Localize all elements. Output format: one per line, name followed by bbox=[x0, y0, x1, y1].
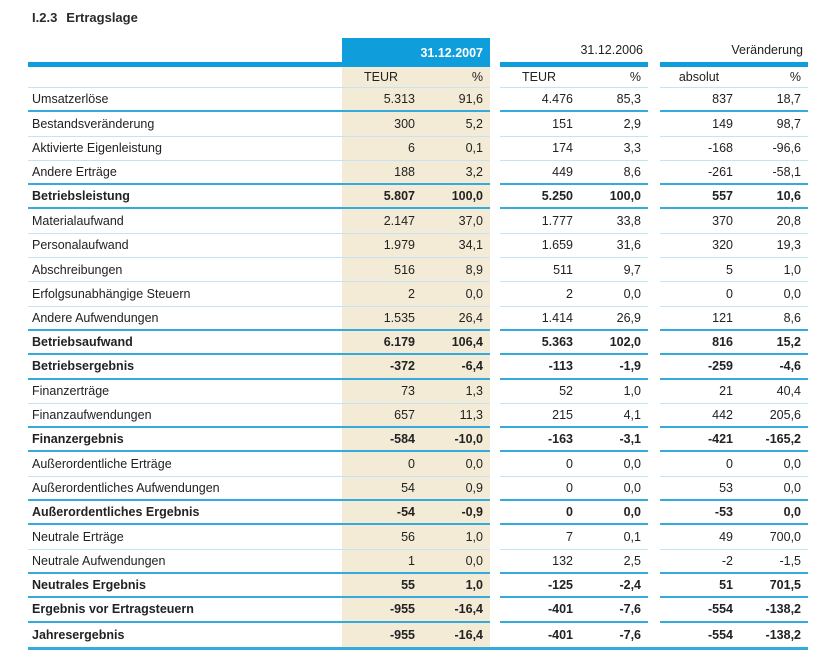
cell-change-pct: 98,7 bbox=[738, 112, 808, 136]
row-label: Personalaufwand bbox=[28, 234, 342, 258]
row-label: Andere Erträge bbox=[28, 161, 342, 185]
cell-2007-teur: -54 bbox=[342, 501, 420, 525]
cell-2006-teur: -125 bbox=[500, 574, 578, 598]
column-gap bbox=[648, 112, 660, 136]
table-subheader bbox=[28, 67, 808, 88]
cell-2007-teur: 1.535 bbox=[342, 307, 420, 331]
cell-2007-pct: 0,0 bbox=[420, 452, 490, 476]
cell-change-pct: 40,4 bbox=[738, 380, 808, 404]
cell-change-absolut: 49 bbox=[660, 525, 738, 549]
row-label: Betriebsergebnis bbox=[28, 355, 342, 379]
cell-2006-teur: 1.414 bbox=[500, 307, 578, 331]
cell-change-pct: 1,0 bbox=[738, 258, 808, 282]
cell-2007-teur: 54 bbox=[342, 477, 420, 501]
row-label: Finanzergebnis bbox=[28, 428, 342, 452]
table-row bbox=[28, 258, 808, 282]
cell-2007-pct: -16,4 bbox=[420, 623, 490, 647]
column-gap bbox=[490, 67, 500, 88]
column-gap bbox=[648, 258, 660, 282]
table-row bbox=[28, 282, 808, 306]
cell-2006-teur: 7 bbox=[500, 525, 578, 549]
header-group-veraenderung: Veränderung bbox=[660, 38, 808, 67]
column-gap bbox=[490, 574, 500, 598]
column-gap bbox=[490, 550, 500, 574]
column-gap bbox=[490, 525, 500, 549]
table-row bbox=[28, 234, 808, 258]
cell-2006-teur: 511 bbox=[500, 258, 578, 282]
cell-2007-teur: 73 bbox=[342, 380, 420, 404]
column-gap bbox=[648, 428, 660, 452]
cell-2007-teur: 56 bbox=[342, 525, 420, 549]
cell-2007-pct: 0,9 bbox=[420, 477, 490, 501]
column-gap bbox=[490, 404, 500, 428]
row-label: Andere Aufwendungen bbox=[28, 307, 342, 331]
table-body bbox=[28, 88, 808, 647]
subheader-change-pct: % bbox=[738, 67, 808, 88]
column-gap bbox=[648, 185, 660, 209]
cell-2007-pct: 3,2 bbox=[420, 161, 490, 185]
cell-2006-pct: 33,8 bbox=[578, 209, 648, 233]
cell-2007-teur: -584 bbox=[342, 428, 420, 452]
column-gap bbox=[648, 355, 660, 379]
cell-2007-teur: 6 bbox=[342, 137, 420, 161]
cell-2007-teur: 300 bbox=[342, 112, 420, 136]
cell-2006-pct: 0,0 bbox=[578, 452, 648, 476]
cell-change-absolut: 837 bbox=[660, 88, 738, 112]
cell-2006-teur: 151 bbox=[500, 112, 578, 136]
row-label: Materialaufwand bbox=[28, 209, 342, 233]
cell-2007-pct: -16,4 bbox=[420, 598, 490, 622]
column-gap bbox=[648, 452, 660, 476]
cell-change-pct: -58,1 bbox=[738, 161, 808, 185]
cell-2007-teur: 0 bbox=[342, 452, 420, 476]
cell-change-pct: -138,2 bbox=[765, 627, 801, 642]
table-row bbox=[28, 137, 808, 161]
cell-2006-teur: 2 bbox=[500, 282, 578, 306]
cell-change-absolut: 51 bbox=[660, 574, 738, 598]
cell-2006-pct: 2,5 bbox=[578, 550, 648, 574]
cell-change-pct: -4,6 bbox=[738, 355, 808, 379]
column-gap bbox=[490, 112, 500, 136]
cell-change-pct: 0,0 bbox=[738, 282, 808, 306]
cell-2007-teur: 5.807 bbox=[342, 185, 420, 209]
cell-2007-pct: 0,0 bbox=[420, 282, 490, 306]
cell-change-absolut: 5 bbox=[660, 258, 738, 282]
cell-change-pct: 0,0 bbox=[738, 501, 808, 525]
cell-2006-pct: 0,0 bbox=[578, 477, 648, 501]
cell-2007-pct: 8,9 bbox=[420, 258, 490, 282]
cell-2007-teur: -955 bbox=[342, 623, 420, 647]
cell-2007-pct: 5,2 bbox=[420, 112, 490, 136]
cell-2006-teur: -113 bbox=[500, 355, 578, 379]
cell-2007-pct: 1,3 bbox=[420, 380, 490, 404]
column-gap bbox=[490, 477, 500, 501]
column-gap bbox=[490, 598, 500, 622]
cell-2006-teur: 4.476 bbox=[500, 88, 578, 112]
cell-change-absolut: 0 bbox=[660, 282, 738, 306]
row-label: Neutrale Erträge bbox=[28, 525, 342, 549]
column-gap bbox=[490, 355, 500, 379]
cell-2006-teur: 449 bbox=[500, 161, 578, 185]
subheader-2006-teur: TEUR bbox=[500, 67, 578, 88]
cell-2006-teur: -401 bbox=[500, 598, 578, 622]
cell-2006-teur: -401 bbox=[547, 627, 573, 642]
cell-change-absolut: 816 bbox=[660, 331, 738, 355]
cell-change-absolut: -2 bbox=[660, 550, 738, 574]
cell-2006-pct: 4,1 bbox=[578, 404, 648, 428]
cell-change-absolut: -421 bbox=[660, 428, 738, 452]
row-label: Finanzerträge bbox=[28, 380, 342, 404]
table-row bbox=[28, 88, 808, 112]
row-label: Umsatzerlöse bbox=[28, 88, 342, 112]
cell-2007-pct: 91,6 bbox=[420, 88, 490, 112]
column-gap bbox=[490, 38, 500, 67]
cell-2007-pct: 1,0 bbox=[420, 574, 490, 598]
column-gap bbox=[648, 161, 660, 185]
column-gap bbox=[490, 137, 500, 161]
table-row bbox=[28, 112, 808, 136]
subheader-2007-teur: TEUR bbox=[342, 67, 420, 88]
report-page bbox=[0, 10, 836, 672]
cell-2006-pct: -2,4 bbox=[578, 574, 648, 598]
section-number: I.2.3 bbox=[32, 10, 58, 25]
column-gap bbox=[648, 574, 660, 598]
cell-2006-pct: 31,6 bbox=[578, 234, 648, 258]
cell-2007-pct: 11,3 bbox=[420, 404, 490, 428]
column-gap bbox=[648, 331, 660, 355]
table-row bbox=[28, 501, 808, 525]
cell-change-absolut: -554 bbox=[707, 627, 733, 642]
row-label: Finanzaufwendungen bbox=[28, 404, 342, 428]
cell-change-pct: -165,2 bbox=[738, 428, 808, 452]
column-gap bbox=[490, 209, 500, 233]
column-gap bbox=[490, 428, 500, 452]
cell-2007-pct: 0,0 bbox=[420, 550, 490, 574]
section-title: Ertragslage bbox=[66, 10, 138, 25]
table-row bbox=[28, 307, 808, 331]
column-gap bbox=[490, 380, 500, 404]
cell-2006-teur: 5.250 bbox=[500, 185, 578, 209]
cell-2006-teur: 52 bbox=[500, 380, 578, 404]
cell-2006-pct: 9,7 bbox=[578, 258, 648, 282]
cell-2006-teur: 132 bbox=[500, 550, 578, 574]
column-gap bbox=[648, 550, 660, 574]
row-label: Neutrales Ergebnis bbox=[28, 574, 342, 598]
cell-2007-teur: 5.313 bbox=[342, 88, 420, 112]
column-gap bbox=[648, 282, 660, 306]
row-label: Außerordentliches Ergebnis bbox=[28, 501, 342, 525]
column-gap bbox=[648, 525, 660, 549]
cell-change-absolut: 121 bbox=[660, 307, 738, 331]
column-gap bbox=[490, 185, 500, 209]
cell-2006-teur: 5.363 bbox=[500, 331, 578, 355]
cell-2006-pct: 3,3 bbox=[578, 137, 648, 161]
cell-change-pct: 18,7 bbox=[738, 88, 808, 112]
table-row bbox=[28, 428, 808, 452]
cell-2007-pct: -10,0 bbox=[420, 428, 490, 452]
cell-2006-pct: 1,0 bbox=[578, 380, 648, 404]
cell-2007-teur: 55 bbox=[342, 574, 420, 598]
cell-change-absolut: -554 bbox=[660, 598, 738, 622]
cell-2006-teur: 0 bbox=[500, 452, 578, 476]
cell-2006-pct: 26,9 bbox=[578, 307, 648, 331]
column-gap bbox=[648, 307, 660, 331]
column-gap bbox=[490, 282, 500, 306]
page-title bbox=[32, 10, 836, 26]
table-row bbox=[28, 452, 808, 476]
cell-2007-teur: -955 bbox=[342, 598, 420, 622]
cell-change-absolut: 442 bbox=[660, 404, 738, 428]
column-gap bbox=[490, 258, 500, 282]
cell-2006-pct: 100,0 bbox=[578, 185, 648, 209]
ertragslage-table bbox=[28, 38, 808, 650]
column-gap bbox=[648, 67, 660, 88]
table-row bbox=[28, 404, 808, 428]
cell-2006-pct: 2,9 bbox=[578, 112, 648, 136]
cell-2006-pct: 0,1 bbox=[578, 525, 648, 549]
cell-change-pct: 701,5 bbox=[738, 574, 808, 598]
table-row bbox=[28, 161, 808, 185]
column-gap bbox=[648, 501, 660, 525]
subheader-2006-pct: % bbox=[578, 67, 648, 88]
cell-2006-teur: 1.659 bbox=[500, 234, 578, 258]
column-gap bbox=[648, 234, 660, 258]
column-gap bbox=[490, 623, 500, 647]
cell-change-absolut: 320 bbox=[660, 234, 738, 258]
cell-2007-pct: 34,1 bbox=[420, 234, 490, 258]
subheader-change-absolut: absolut bbox=[660, 67, 738, 88]
cell-2007-pct: 0,1 bbox=[420, 137, 490, 161]
cell-change-pct: 8,6 bbox=[738, 307, 808, 331]
column-gap bbox=[648, 477, 660, 501]
cell-change-absolut: 53 bbox=[660, 477, 738, 501]
cell-2006-teur: 174 bbox=[500, 137, 578, 161]
cell-2007-teur: 1 bbox=[342, 550, 420, 574]
table-row bbox=[28, 623, 808, 647]
cell-change-pct: -96,6 bbox=[738, 137, 808, 161]
column-gap bbox=[648, 38, 660, 67]
cell-2006-pct: 102,0 bbox=[578, 331, 648, 355]
cell-change-absolut: 0 bbox=[660, 452, 738, 476]
table-row bbox=[28, 331, 808, 355]
row-label: Betriebsaufwand bbox=[28, 331, 342, 355]
cell-2006-pct: 8,6 bbox=[578, 161, 648, 185]
column-gap bbox=[648, 623, 660, 647]
table-bottom-rule bbox=[28, 647, 808, 650]
cell-2006-pct: 0,0 bbox=[578, 501, 648, 525]
cell-change-absolut: 21 bbox=[660, 380, 738, 404]
cell-change-pct: -138,2 bbox=[738, 598, 808, 622]
row-label: Außerordentliche Erträge bbox=[28, 452, 342, 476]
table-row bbox=[28, 380, 808, 404]
row-label: Jahresergebnis bbox=[32, 627, 125, 642]
row-label: Außerordentliches Aufwendungen bbox=[28, 477, 342, 501]
column-gap bbox=[648, 88, 660, 112]
cell-2007-pct: -0,9 bbox=[420, 501, 490, 525]
cell-2007-teur: 188 bbox=[342, 161, 420, 185]
cell-2007-teur: 6.179 bbox=[342, 331, 420, 355]
cell-change-absolut: 149 bbox=[660, 112, 738, 136]
column-gap bbox=[490, 88, 500, 112]
cell-2007-pct: 100,0 bbox=[420, 185, 490, 209]
column-gap bbox=[648, 137, 660, 161]
column-gap bbox=[648, 598, 660, 622]
cell-2006-teur: 0 bbox=[500, 501, 578, 525]
column-gap bbox=[490, 234, 500, 258]
cell-change-absolut: -168 bbox=[660, 137, 738, 161]
column-gap bbox=[490, 307, 500, 331]
cell-2006-pct: -7,6 bbox=[619, 627, 641, 642]
cell-2007-teur: 2.147 bbox=[342, 209, 420, 233]
cell-change-absolut: 557 bbox=[660, 185, 738, 209]
cell-2006-pct: -1,9 bbox=[578, 355, 648, 379]
cell-2006-pct: -7,6 bbox=[578, 598, 648, 622]
column-gap bbox=[490, 331, 500, 355]
cell-change-pct: -1,5 bbox=[738, 550, 808, 574]
table-row bbox=[28, 185, 808, 209]
cell-2007-teur: 2 bbox=[342, 282, 420, 306]
cell-change-pct: 0,0 bbox=[738, 452, 808, 476]
cell-2006-pct: -3,1 bbox=[578, 428, 648, 452]
cell-2007-pct: -6,4 bbox=[420, 355, 490, 379]
table-row bbox=[28, 550, 808, 574]
cell-change-absolut: 370 bbox=[660, 209, 738, 233]
subheader-label-spacer bbox=[28, 67, 342, 88]
cell-2006-teur: -163 bbox=[500, 428, 578, 452]
column-gap bbox=[648, 404, 660, 428]
row-label: Erfolgsunabhängige Steuern bbox=[28, 282, 342, 306]
row-label: Aktivierte Eigenleistung bbox=[28, 137, 342, 161]
column-gap bbox=[648, 209, 660, 233]
cell-2007-pct: 37,0 bbox=[420, 209, 490, 233]
cell-change-pct: 20,8 bbox=[738, 209, 808, 233]
row-label: Ergebnis vor Ertragsteuern bbox=[28, 598, 342, 622]
row-label: Betriebsleistung bbox=[28, 185, 342, 209]
row-label: Bestandsveränderung bbox=[28, 112, 342, 136]
header-label-spacer bbox=[28, 38, 342, 67]
cell-2007-teur: 657 bbox=[342, 404, 420, 428]
row-label: Abschreibungen bbox=[28, 258, 342, 282]
cell-2006-teur: 215 bbox=[500, 404, 578, 428]
table-header-groups bbox=[28, 38, 808, 67]
cell-change-pct: 15,2 bbox=[738, 331, 808, 355]
table-row bbox=[28, 355, 808, 379]
table-row bbox=[28, 477, 808, 501]
cell-change-pct: 205,6 bbox=[738, 404, 808, 428]
header-group-2006: 31.12.2006 bbox=[500, 38, 648, 67]
column-gap bbox=[490, 501, 500, 525]
cell-2006-teur: 0 bbox=[500, 477, 578, 501]
column-gap bbox=[490, 161, 500, 185]
table-row bbox=[28, 598, 808, 622]
table-row bbox=[28, 525, 808, 549]
header-group-2007: 31.12.2007 bbox=[342, 38, 490, 67]
table-row bbox=[28, 574, 808, 598]
cell-change-pct: 700,0 bbox=[738, 525, 808, 549]
row-label: Neutrale Aufwendungen bbox=[28, 550, 342, 574]
subheader-2007-pct: % bbox=[420, 67, 490, 88]
cell-change-pct: 19,3 bbox=[738, 234, 808, 258]
cell-2006-teur: 1.777 bbox=[500, 209, 578, 233]
column-gap bbox=[648, 380, 660, 404]
cell-2006-pct: 0,0 bbox=[578, 282, 648, 306]
column-gap bbox=[490, 452, 500, 476]
cell-change-pct: 10,6 bbox=[738, 185, 808, 209]
cell-2007-pct: 1,0 bbox=[420, 525, 490, 549]
cell-2007-teur: 516 bbox=[342, 258, 420, 282]
cell-2007-teur: 1.979 bbox=[342, 234, 420, 258]
table-row bbox=[28, 209, 808, 233]
cell-2006-pct: 85,3 bbox=[578, 88, 648, 112]
cell-change-absolut: -259 bbox=[660, 355, 738, 379]
cell-change-absolut: -53 bbox=[660, 501, 738, 525]
cell-2007-pct: 106,4 bbox=[420, 331, 490, 355]
cell-change-pct: 0,0 bbox=[738, 477, 808, 501]
cell-2007-teur: -372 bbox=[342, 355, 420, 379]
cell-2007-pct: 26,4 bbox=[420, 307, 490, 331]
cell-change-absolut: -261 bbox=[660, 161, 738, 185]
